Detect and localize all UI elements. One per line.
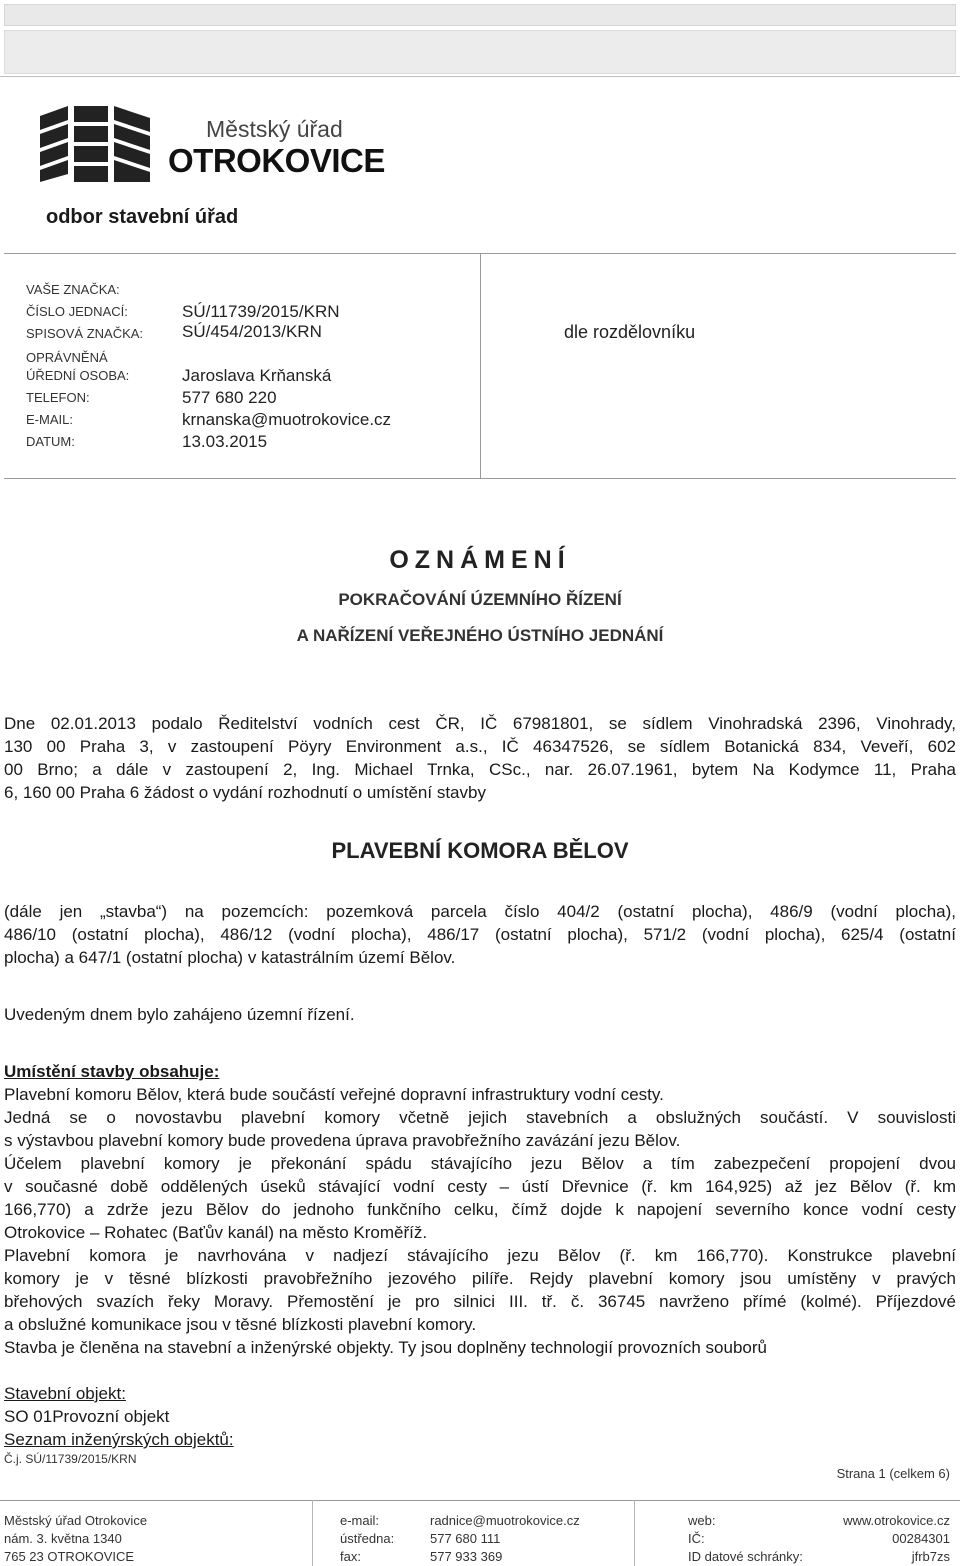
footer-ic-label: IČ: bbox=[688, 1531, 705, 1546]
seznam-heading: Seznam inženýrských objektů: bbox=[4, 1430, 234, 1449]
footer-email-value[interactable]: radnice@muotrokovice.cz bbox=[430, 1513, 580, 1528]
document-title: OZNÁMENÍ bbox=[389, 546, 571, 574]
footer-fax-label: fax: bbox=[340, 1549, 361, 1564]
parcel-line-1: (dále jen „stavba“) na pozemcích: pozemková parcela číslo 404/2 (ostatní plocha), 486/9 (vodní plocha), bbox=[4, 902, 956, 921]
intro-line-3: 00 Brno; a dále v zastoupení 2, Ing. Michael Trnka, CSc., nar. 26.07.1961, bytem Na Kodymce 11, Praha bbox=[4, 760, 956, 779]
email-value[interactable]: krnanska@muotrokovice.cz bbox=[182, 410, 392, 429]
footer-addr-2: nám. 3. května 1340 bbox=[4, 1531, 122, 1546]
spisova-znacka-value: SÚ/454/2013/KRN bbox=[182, 322, 322, 341]
intro-line-1: Dne 02.01.2013 podalo Ředitelství vodních cest ČR, IČ 67981801, se sídlem Vinohradská 2396, Vinohrady, bbox=[4, 714, 956, 733]
umisteni-line-9: komory je v těsné blízkosti pravobřežního jezového pilíře. Rejdy plavební komory jsou umístěny v pravých bbox=[4, 1269, 956, 1288]
umisteni-line-12: Stavba je členěna na stavební a inženýrské objekty. Ty jsou doplněny technologií provozních souborů bbox=[4, 1338, 767, 1357]
reference-number: Č.j. SÚ/11739/2015/KRN bbox=[4, 1452, 137, 1466]
intro-line-4: 6, 160 00 Praha 6 žádost o vydání rozhodnutí o umístění stavby bbox=[4, 783, 486, 802]
document-subtitle-1: POKRAČOVÁNÍ ÚZEMNÍHO ŘÍZENÍ bbox=[338, 590, 622, 609]
zahajeno-text: Uvedeným dnem bylo zahájeno územní řízení. bbox=[4, 1005, 355, 1024]
cislo-jednaci-label: ČÍSLO JEDNACÍ: bbox=[26, 304, 128, 319]
vase-znacka-label: VAŠE ZNAČKA: bbox=[26, 282, 120, 297]
stavba-name: PLAVEBNÍ KOMORA BĚLOV bbox=[331, 838, 629, 863]
stavebni-objekt-heading: Stavební objekt: bbox=[4, 1384, 126, 1403]
so01-text: SO 01Provozní objekt bbox=[4, 1407, 170, 1426]
umisteni-line-3: s výstavbou plavební komory bude provedena úprava pravobřežního zavázání jezu Bělov. bbox=[4, 1131, 681, 1150]
umisteni-line-6: 166,770) a zdrže jezu Bělov do jednoho funkčního celku, čímž dojde k napojení severního konce vodní cesty bbox=[4, 1200, 956, 1219]
opravnena-label-1: OPRÁVNĚNÁ bbox=[26, 350, 108, 365]
umisteni-line-7: Otrokovice – Rohatec (Baťův kanál) na město Kroměříž. bbox=[4, 1223, 428, 1242]
top-bar bbox=[4, 4, 956, 26]
parcel-line-3: plocha) a 647/1 (ostatní plocha) v katastrálním území Bělov. bbox=[4, 948, 456, 967]
top-bar-secondary bbox=[4, 30, 956, 74]
footer-addr-1: Městský úřad Otrokovice bbox=[4, 1513, 148, 1528]
brand-line-2: OTROKOVICE bbox=[168, 142, 385, 179]
umisteni-line-4: Účelem plavební komory je překonání spádu stávajícího jezu Bělov a tím zabezpečení propojení dvou bbox=[4, 1154, 956, 1173]
parcel-line-2: 486/10 (ostatní plocha), 486/12 (vodní plocha), 486/17 (ostatní plocha), 571/2 (vodní plocha), 625/4 (ostatní bbox=[4, 925, 956, 944]
umisteni-line-10: břehových svazích řeky Moravy. Přemostění je pro silnici III. tř. č. 36745 navrženo přímé (kolmé). Příjezdové bbox=[4, 1292, 956, 1311]
telefon-value: 577 680 220 bbox=[182, 388, 277, 407]
footer-divider-2 bbox=[634, 1500, 635, 1566]
footer-web-label: web: bbox=[688, 1513, 716, 1528]
footer-addr-3: 765 23 OTROKOVICE bbox=[4, 1549, 135, 1564]
umisteni-line-5: v současné době oddělených úseků stávající vodní cesty – ústí Dřevnice (ř. km 164,925) až jez Bělov (ř. km bbox=[4, 1177, 956, 1196]
opravnena-label-2: ÚŘEDNÍ OSOBA: bbox=[26, 368, 130, 383]
footer-divider-1 bbox=[312, 1500, 313, 1566]
datum-value: 13.03.2015 bbox=[182, 432, 268, 451]
umisteni-line-8: Plavební komora je navrhována v nadjezí stávajícího jezu Bělov (ř. km 166,770). Konstrukce plavební bbox=[4, 1246, 956, 1265]
footer-email-label: e-mail: bbox=[340, 1513, 380, 1528]
footer-web-value[interactable]: www.otrokovice.cz bbox=[843, 1513, 950, 1528]
department-name: odbor stavební úřad bbox=[46, 206, 239, 228]
page-number: Strana 1 (celkem 6) bbox=[836, 1466, 950, 1481]
footer-ic-value: 00284301 bbox=[892, 1531, 950, 1546]
cislo-jednaci-value: SÚ/11739/2015/KRN bbox=[182, 302, 340, 321]
meta-divider bbox=[480, 253, 481, 479]
datum-label: DATUM: bbox=[26, 434, 75, 449]
footer-ustredna-value: 577 680 111 bbox=[430, 1531, 501, 1546]
recipient: dle rozdělovníku bbox=[564, 322, 696, 342]
intro-line-2: 130 00 Praha 3, v zastoupení Pöyry Environment a.s., IČ 46347526, se sídlem Botanická 834, Veveří, 602 bbox=[4, 737, 956, 756]
umisteni-line-11: a obslužné komunikace jsou v těsné blízkosti plavební komory. bbox=[4, 1315, 477, 1334]
footer-ds-value: jfrb7zs bbox=[911, 1549, 950, 1564]
telefon-label: TELEFON: bbox=[26, 390, 90, 405]
umisteni-line-1: Plavební komoru Bělov, která bude součástí veřejné dopravní infrastruktury vodní cesty. bbox=[4, 1085, 664, 1104]
footer-ds-label: ID datové schránky: bbox=[688, 1549, 803, 1564]
footer-fax-value: 577 933 369 bbox=[430, 1549, 503, 1564]
brand-line-1: Městský úřad bbox=[206, 116, 343, 142]
umisteni-line-2: Jedná se o novostavbu plavební komory včetně jejich stavebních a obslužných součástí. V souvislosti bbox=[4, 1108, 956, 1127]
email-label: E-MAIL: bbox=[26, 412, 73, 427]
document-subtitle-2: A NAŘÍZENÍ VEŘEJNÉHO ÚSTNÍHO JEDNÁNÍ bbox=[296, 626, 664, 645]
spisova-znacka-label: SPISOVÁ ZNAČKA: bbox=[26, 326, 144, 341]
opravnena-value: Jaroslava Krňanská bbox=[182, 366, 332, 385]
footer-ustredna-label: ústředna: bbox=[340, 1531, 395, 1546]
umisteni-heading: Umístění stavby obsahuje: bbox=[4, 1062, 220, 1081]
